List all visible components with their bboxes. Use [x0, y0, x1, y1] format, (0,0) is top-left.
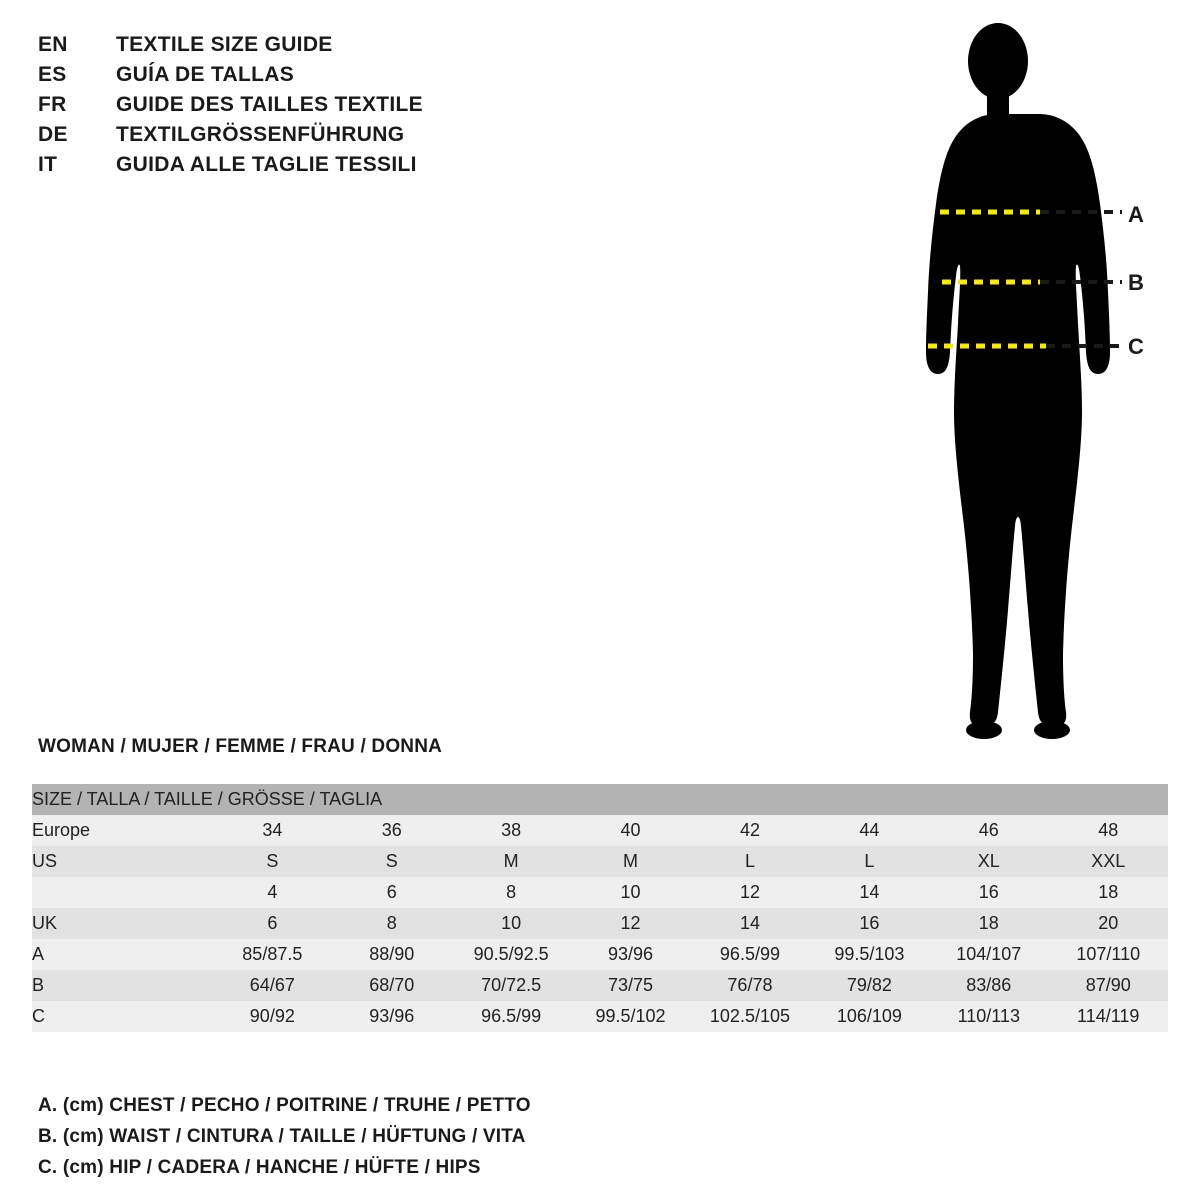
- language-code: ES: [38, 63, 67, 86]
- cell: 90/92: [249, 1006, 295, 1026]
- cell: M: [623, 851, 639, 871]
- cell: 16: [978, 882, 999, 902]
- cell: 40: [620, 820, 641, 840]
- cell: 8: [386, 913, 397, 933]
- cell: 10: [620, 882, 641, 902]
- row-label: B: [32, 975, 45, 995]
- cell: XXL: [1091, 851, 1126, 871]
- language-code: IT: [38, 153, 58, 176]
- cell: 18: [1098, 882, 1119, 902]
- table-row: [32, 1001, 1168, 1032]
- cell: 6: [386, 882, 397, 902]
- language-title: GUÍA DE TALLAS: [116, 63, 295, 86]
- cell: 76/78: [727, 975, 773, 995]
- marker-label-a: A: [1128, 202, 1144, 227]
- language-header: [38, 30, 738, 180]
- cell: 4: [267, 882, 278, 902]
- cell: 14: [739, 913, 760, 933]
- table-header-row: [32, 784, 1168, 815]
- legend: [38, 1090, 838, 1183]
- cell: 85/87.5: [242, 944, 303, 964]
- cell: 114/119: [1077, 1006, 1140, 1026]
- cell: 10: [501, 913, 522, 933]
- cell: S: [266, 851, 279, 871]
- language-row: [38, 60, 738, 90]
- language-title: TEXTILGRÖSSENFÜHRUNG: [116, 123, 405, 146]
- language-code: EN: [38, 33, 68, 56]
- row-label: US: [32, 851, 58, 871]
- language-row: [38, 90, 738, 120]
- cell: 8: [506, 882, 517, 902]
- table-row: [32, 970, 1168, 1001]
- cell: 36: [381, 820, 402, 840]
- section-title: WOMAN / MUJER / FEMME / FRAU / DONNA: [38, 736, 443, 757]
- cell: 38: [501, 820, 522, 840]
- cell: 90.5/92.5: [473, 944, 549, 964]
- cell: 34: [262, 820, 283, 840]
- cell: 14: [859, 882, 880, 902]
- cell: XL: [977, 851, 1000, 871]
- cell: 99.5/103: [834, 944, 905, 964]
- cell: 106/109: [836, 1006, 902, 1026]
- cell: 18: [978, 913, 999, 933]
- cell: 110/113: [957, 1006, 1020, 1026]
- cell: 96.5/99: [719, 944, 780, 964]
- table-row: [32, 846, 1168, 877]
- language-code: FR: [38, 93, 67, 116]
- cell: 20: [1098, 913, 1119, 933]
- cell: 87/90: [1085, 975, 1131, 995]
- cell: 79/82: [846, 975, 892, 995]
- cell: 64/67: [249, 975, 295, 995]
- table-row: [32, 908, 1168, 939]
- cell: 99.5/102: [595, 1006, 666, 1026]
- row-label: [32, 877, 213, 908]
- row-label: A: [32, 944, 45, 964]
- cell: L: [744, 851, 755, 871]
- language-row: [38, 120, 738, 150]
- marker-label-c: C: [1128, 334, 1144, 359]
- language-title: TEXTILE SIZE GUIDE: [116, 33, 333, 56]
- cell: 42: [739, 820, 760, 840]
- cell: S: [385, 851, 398, 871]
- language-row: [38, 30, 738, 60]
- cell: 12: [739, 882, 760, 902]
- language-code: DE: [38, 123, 68, 146]
- measurement-figure: [860, 14, 1180, 744]
- row-label: Europe: [32, 820, 91, 840]
- cell: L: [864, 851, 875, 871]
- table-row: [32, 939, 1168, 970]
- language-row: [38, 150, 738, 180]
- legend-line-a: A. (cm) CHEST / PECHO / POITRINE / TRUHE / PETTO: [38, 1095, 531, 1116]
- cell: 107/110: [1076, 944, 1141, 964]
- size-table: [32, 784, 1168, 1032]
- table-header-label: SIZE / TALLA / TAILLE / GRÖSSE / TAGLIA: [32, 789, 383, 809]
- cell: 83/86: [966, 975, 1012, 995]
- cell: 102.5/105: [709, 1006, 790, 1026]
- legend-line-c: C. (cm) HIP / CADERA / HANCHE / HÜFTE / HIPS: [38, 1157, 481, 1178]
- cell: 93/96: [608, 944, 654, 964]
- cell: 6: [267, 913, 278, 933]
- language-title: GUIDA ALLE TAGLIE TESSILI: [116, 153, 417, 176]
- cell: 44: [859, 820, 880, 840]
- cell: 46: [978, 820, 999, 840]
- cell: 88/90: [369, 944, 415, 964]
- marker-label-b: B: [1128, 270, 1144, 295]
- cell: 16: [859, 913, 880, 933]
- cell: 104/107: [956, 944, 1022, 964]
- table-row: [32, 877, 1168, 908]
- cell: 70/72.5: [481, 975, 542, 995]
- woman-silhouette-icon: [860, 14, 1180, 744]
- language-title: GUIDE DES TAILLES TEXTILE: [116, 93, 423, 116]
- table-row: [32, 815, 1168, 846]
- cell: 93/96: [369, 1006, 415, 1026]
- row-label: C: [32, 1006, 45, 1026]
- cell: 68/70: [369, 975, 415, 995]
- cell: 96.5/99: [481, 1006, 542, 1026]
- legend-line-b: B. (cm) WAIST / CINTURA / TAILLE / HÜFTUNG / VITA: [38, 1126, 526, 1147]
- cell: M: [503, 851, 519, 871]
- cell: 12: [620, 913, 641, 933]
- cell: 48: [1098, 820, 1119, 840]
- row-label: UK: [32, 913, 58, 933]
- cell: 73/75: [608, 975, 654, 995]
